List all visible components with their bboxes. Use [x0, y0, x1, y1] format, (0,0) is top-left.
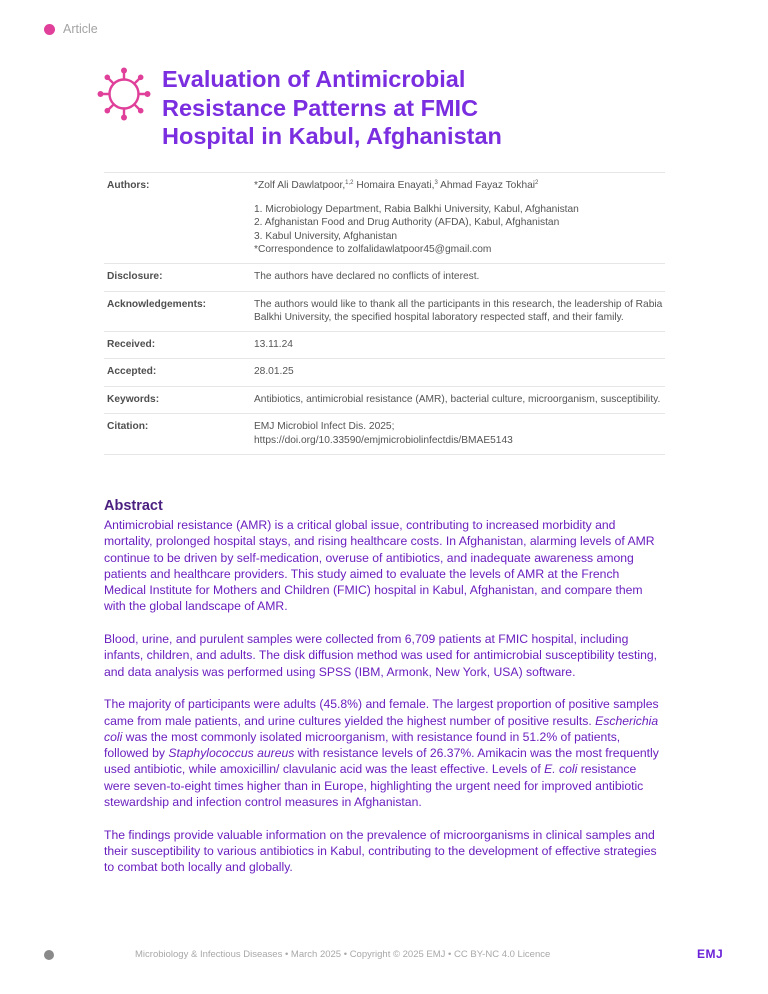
citation-label: Citation:	[107, 421, 149, 433]
author-name: *Zolf Ali Dawlatpoor,	[254, 180, 346, 191]
abstract-paragraph: Blood, urine, and purulent samples were collected from 6,709 patients at FMIC hospital, including infants, children, and adults. The disk diffusion method was used for antimicrobial susceptibility testing, and data analysis was performed using SPSS (IBM, Armonk, New York, USA) software.	[104, 632, 658, 679]
abstract-heading: Abstract	[104, 498, 163, 514]
author-affiliation-mark: 1,2	[345, 180, 354, 186]
metadata-table	[104, 172, 665, 455]
emj-logo: EMJ	[697, 947, 724, 961]
keywords-row	[104, 387, 665, 415]
footer-dot-icon	[44, 950, 54, 960]
abstract-paragraph: Antimicrobial resistance (AMR) is a critical global issue, contributing to increased morbidity and mortality, prolonged hospital stays, and rising healthcare costs. In Afghanistan, alarming levels of AMR continue to be driven by self-medication, overuse of antibiotics, and inadequate awareness among patients and healthcare providers. This study aimed to evaluate the levels of AMR at the French Medical Institute for Mothers and Children (FMIC) hospital in Kabul, Afghanistan, and compare them with the global landscape of AMR.	[104, 518, 655, 614]
received-label: Received:	[107, 338, 156, 350]
title-line: Hospital in Kabul, Afghanistan	[162, 123, 502, 149]
title-line: Resistance Patterns at FMIC	[162, 94, 479, 121]
author-affiliation-mark: 2	[535, 180, 539, 186]
received-value: 13.11.24	[254, 338, 293, 350]
citation-row	[104, 414, 665, 454]
keywords-label: Keywords:	[107, 393, 160, 405]
disclosure-label: Disclosure:	[107, 271, 163, 283]
species-name: Staphylococcus aureus	[168, 746, 295, 761]
affiliation: 3. Kabul University, Afghanistan	[254, 230, 398, 242]
abstract-text: was the most commonly isolated microorganism, with resistance found in 51.2% of patients, followed by	[104, 729, 621, 761]
acknowledgements-row	[104, 292, 665, 332]
citation-journal: EMJ Microbiol Infect Dis. 2025;	[254, 421, 395, 433]
received-row	[104, 332, 665, 360]
acknowledgements-label: Acknowledgements:	[107, 298, 207, 310]
footer-text: Microbiology & Infectious Diseases • March 2025 • Copyright © 2025 EMJ • CC BY-NC 4.0 Licence	[135, 949, 551, 960]
citation-value	[254, 420, 665, 446]
abstract-paragraph	[104, 696, 664, 810]
author-name: Homaira Enayati,	[353, 180, 435, 191]
tag-label: Article	[63, 22, 98, 36]
correspondence: *Correspondence to zolfalidawlatpoor45@gmail.com	[254, 243, 492, 255]
article-tag	[44, 22, 98, 36]
accepted-row	[104, 359, 665, 387]
virus-icon	[96, 66, 152, 122]
disclosure-row	[104, 264, 665, 292]
abstract-text: resistance were seven-to-eight times higher than in Europe, highlighting the urgent need for improved antibiotic stewardship and infection control measures in Afghanistan.	[104, 762, 644, 810]
title-line: Evaluation of Antimicrobial	[162, 66, 466, 92]
species-name: Escherichia coli	[104, 713, 659, 744]
disclosure-value: The authors have declared no conflicts of interest.	[254, 271, 480, 283]
keywords-value: Antibiotics, antimicrobial resistance (AMR), bacterial culture, microorganism, susceptibility.	[254, 393, 661, 405]
authors-value	[254, 179, 665, 256]
abstract-text: The majority of participants were adults (45.8%) and female. The largest proportion of positive samples came from male patients, and urine cultures yielded the highest number of positive results.	[104, 697, 659, 728]
accepted-value: 28.01.25	[254, 366, 294, 378]
affiliation: 2. Afghanistan Food and Drug Authority (AFDA), Kabul, Afghanistan	[254, 217, 560, 229]
article-title	[162, 65, 582, 151]
abstract-section	[104, 498, 664, 892]
abstract-paragraph: The findings provide valuable information on the prevalence of microorganisms in clinical samples and their susceptibility to various antibiotics in Kabul, contributing to the development of effective strategies to combat both locally and globally.	[104, 827, 657, 875]
authors-row	[104, 173, 665, 264]
citation-doi-link[interactable]: https://doi.org/10.33590/emjmicrobiolinfectdis/BMAE5143	[254, 434, 513, 446]
author-affiliation-mark: 3	[434, 180, 438, 186]
authors-label: Authors:	[107, 180, 150, 191]
author-list	[254, 179, 665, 192]
tag-dot-icon	[44, 24, 55, 35]
author-name: Ahmad Fayaz Tokhai	[437, 180, 536, 191]
acknowledgements-value: The authors would like to thank all the participants in this research, the leadership of Rabia Balkhi University, the specified hospital laboratory respected staff, and their family.	[254, 298, 663, 323]
species-name: E. coli	[544, 762, 578, 777]
accepted-label: Accepted:	[107, 366, 157, 378]
abstract-text: with resistance levels of 26.37%. Amikacin was the most frequently used antibiotic, while amoxicillin/ clavulanic acid was the least effective. Levels of	[104, 746, 659, 777]
page-footer	[0, 946, 768, 966]
affiliation: 1. Microbiology Department, Rabia Balkhi University, Kabul, Afghanistan	[254, 204, 579, 216]
